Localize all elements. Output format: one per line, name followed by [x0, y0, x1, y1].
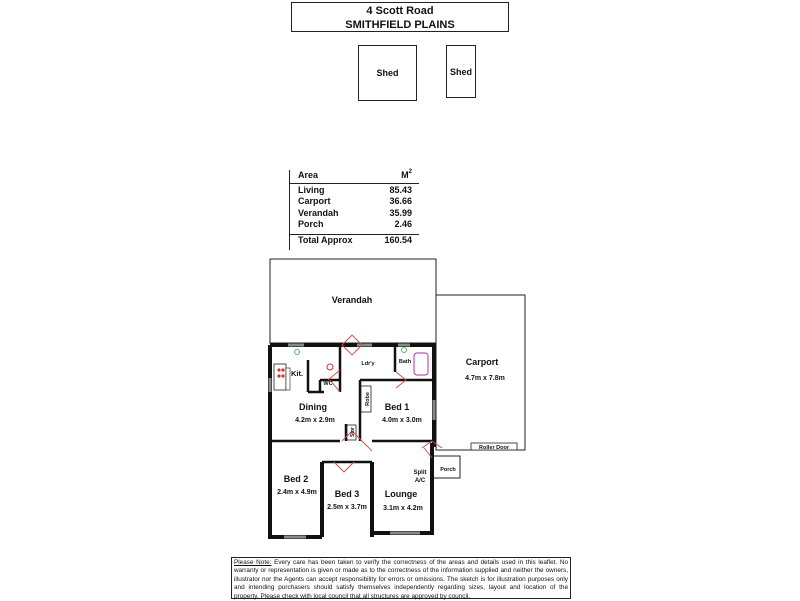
- area-row-label: Porch: [298, 219, 324, 229]
- label-bath: Bath: [398, 359, 412, 365]
- label-dining-size: 4.2m x 2.9m: [295, 417, 335, 424]
- label-porch: Porch: [440, 467, 456, 473]
- label-ldry: Ldr'y: [361, 361, 375, 367]
- area-unit-sup: 2: [408, 169, 412, 175]
- label-bed1: Bed 1: [384, 402, 410, 412]
- area-row-label: Carport: [298, 196, 331, 206]
- label-split-ac-1: Split: [413, 470, 427, 476]
- disclaimer-body: Every care has been taken to verify the correctness of the areas and details used in this leaflet. No warranty or representation is given or made as to the correctness of the information supplied and neither the owners, illustrator nor the Agents can accept responsibility for errors or omissions. The sketch is for illustration purposes only and intending purchasers should satisfy themselves independently regarding sizes, layout and location of the property. Please check with local council that all structures are approved by council.: [234, 559, 568, 600]
- shed-small-label: Shed: [449, 66, 472, 77]
- label-carport: Carport: [465, 357, 499, 367]
- bath-basin: [402, 348, 407, 353]
- address-suburb: SMITHFIELD PLAINS: [345, 19, 455, 31]
- stove-burner: [281, 374, 284, 377]
- area-row-label: Living: [298, 184, 325, 195]
- label-robe: Robe: [365, 392, 371, 406]
- label-carport-size: 4.7m x 7.8m: [465, 375, 505, 382]
- label-bed1-size: 4.0m x 3.0m: [382, 417, 422, 424]
- area-total-value: 160.54: [384, 234, 412, 245]
- toilet: [327, 364, 333, 370]
- label-bed2-size: 2.4m x 4.9m: [277, 489, 317, 496]
- label-verandah: Verandah: [331, 295, 373, 305]
- label-stor: Stor: [350, 427, 356, 437]
- area-row-value: 35.99: [389, 207, 412, 218]
- bath-tub: [414, 353, 428, 375]
- label-dining: Dining: [299, 402, 327, 412]
- kitchen-sink: [295, 350, 300, 355]
- area-unit-m: M: [401, 170, 409, 180]
- address-street: 4 Scott Road: [366, 5, 434, 17]
- stove-burner: [281, 368, 284, 371]
- area-row-value: 36.66: [389, 196, 412, 206]
- area-row-label: Verandah: [298, 207, 339, 218]
- label-kit: Kit.: [290, 369, 304, 378]
- label-lounge-size: 3.1m x 4.2m: [383, 505, 423, 512]
- area-row-value: 85.43: [389, 184, 412, 195]
- area-col-label: Area: [298, 170, 319, 180]
- label-split-ac-2: A/C: [414, 478, 426, 484]
- disclaimer-note: [231, 557, 571, 599]
- disclaimer-heading: Please Note:: [234, 559, 272, 566]
- label-roller-door: Roller Door: [479, 445, 509, 451]
- stove-burner: [277, 374, 280, 377]
- stove-burner: [277, 368, 280, 371]
- carport-outline: [436, 295, 525, 450]
- area-total-label: Total Approx: [298, 234, 353, 245]
- label-lounge: Lounge: [384, 489, 418, 499]
- label-bed2: Bed 2: [283, 474, 309, 484]
- label-wc: WC: [323, 381, 333, 387]
- area-row-value: 2.46: [394, 219, 412, 229]
- kitchen-cupboard: [286, 368, 290, 390]
- label-bed3: Bed 3: [334, 489, 360, 499]
- shed-large-label: Shed: [376, 68, 399, 78]
- label-bed3-size: 2.5m x 3.7m: [327, 504, 367, 511]
